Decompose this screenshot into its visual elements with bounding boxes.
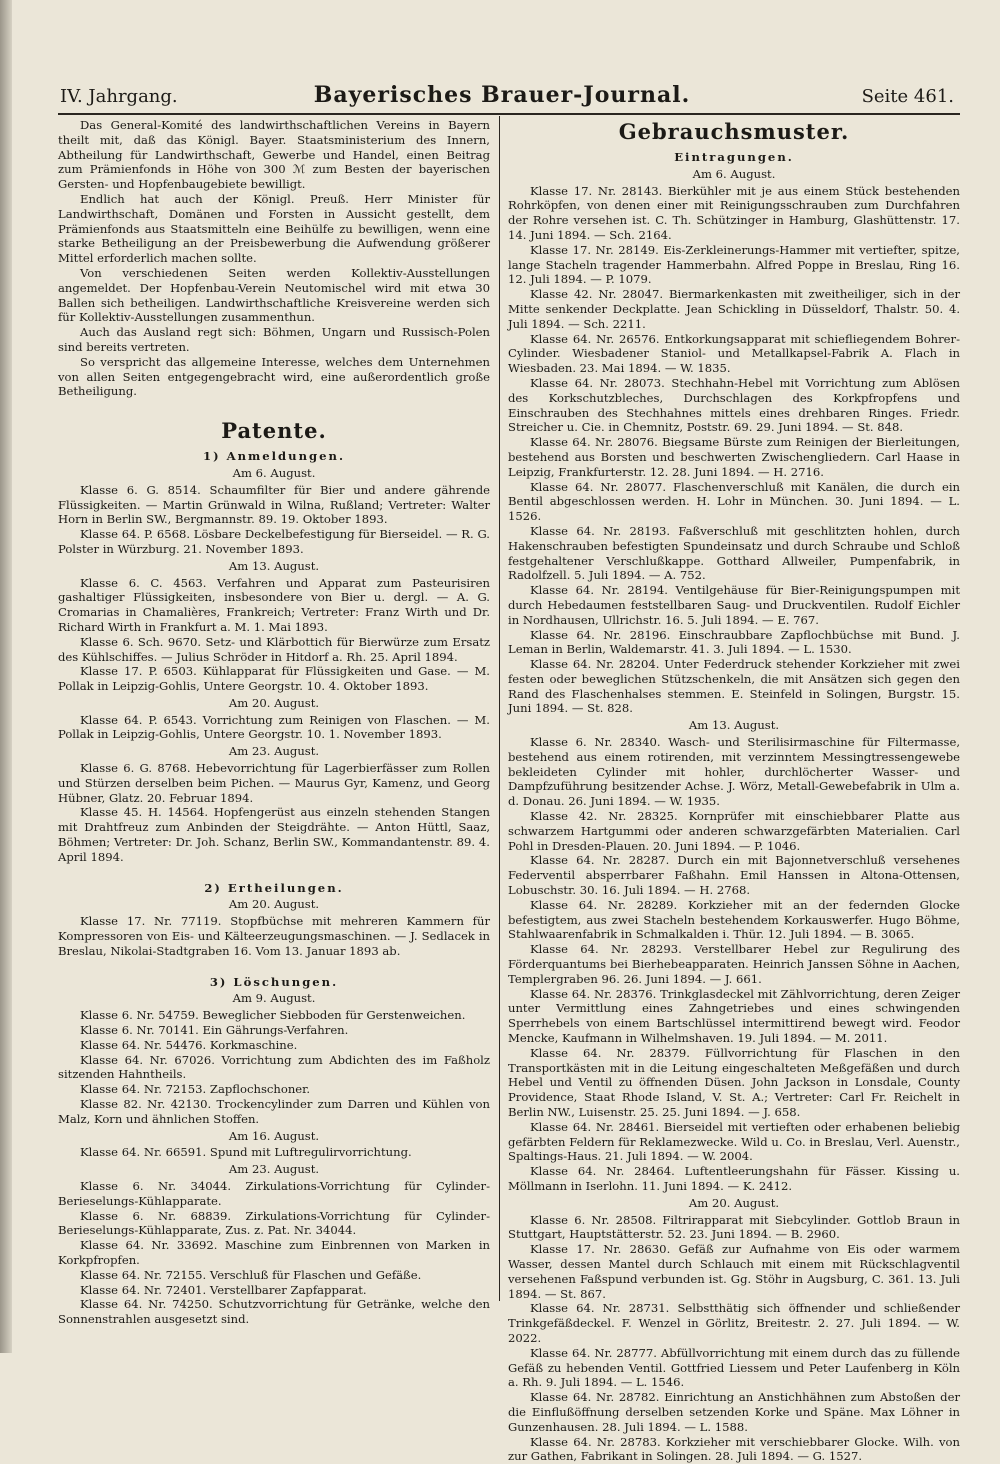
column-divider: [499, 116, 500, 1301]
list-item: Klasse 64. Nr. 28293. Verstellbarer Hebel zur Regulirung des Förderquantums bei Bierhebeapparaten. Heinrich Janssen Söhne in Aachen, Templergraben 96. 26. Juni 1894. — J. 661.: [508, 942, 960, 986]
list-item: Klasse 6. Nr. 70141. Ein Gährungs-Verfahren.: [80, 1023, 349, 1038]
date-heading: Am 6. August.: [232, 465, 316, 480]
list-item: Klasse 6. Nr. 34044. Zirkulations-Vorrichtung für Cylinder-Berieselungs-Kühlapparate.: [58, 1179, 490, 1208]
list-item: Klasse 64. Nr. 28076. Biegsame Bürste zum Reinigen der Bierleitungen, bestehend aus Borsten und beschwerten Zwischengliedern. Carl Haase in Leipzig, Frankfurterstr. 12. 28. Juni 1894. — H. 2716.: [508, 435, 960, 479]
date-heading: Am 6. August.: [692, 166, 776, 181]
list-item: Klasse 42. Nr. 28325. Kornprüfer mit einschiebbarer Platte aus schwarzem Hartgummi oder anderen schwarzgefärbten Materialien. Carl Pohl in Dresden-Plauen. 20. Juni 1894. — P. 1046.: [508, 809, 960, 853]
list-item: Klasse 17. P. 6503. Kühlapparat für Flüssigkeiten und Gase. — M. Pollak in Leipzig-Gohlis, Untere Georgstr. 10. 4. Oktober 1893.: [58, 664, 490, 694]
list-item: Klasse 64. Nr. 28464. Luftentleerungshahn für Fässer. Kissing u. Möllmann in Iserlohn. 11. Juni 1894. — K. 2412.: [508, 1164, 960, 1193]
right-column: [508, 118, 960, 1464]
list-item: Klasse 6. Nr. 54759. Beweglicher Siebboden für Gerstenweichen.: [80, 1008, 466, 1023]
list-item: Klasse 64. Nr. 28461. Bierseidel mit vertieften oder erhabenen beliebig gefärbten Feldern für Reklamezwecke. Wild u. Co. in Breslau, Verl. Auenstr., Spaltings-Haus. 21. Juli 1894. — W. 2004.: [508, 1119, 960, 1164]
list-item: Klasse 42. Nr. 28047. Biermarkenkasten mit zweitheiliger, sich in der Mitte senkender Deckplatte. Jean Schickling in Düsseldorf, Thalstr. 50. 4. Juli 1894. — Sch. 2211.: [508, 287, 960, 331]
date-heading: Am 20. August.: [688, 1195, 780, 1210]
list-item: Klasse 6. C. 4563. Verfahren und Apparat zum Pasteurisiren gashaltiger Flüssigkeiten, insbesondere von Bier u. dergl. — A. G. Cromarias in Chamalières, Frankreich; Vertreter: Franz Wirth und Dr. Richard Wirth in Frankfurt a. M. 1. Mai 1893.: [58, 575, 490, 634]
list-item: Klasse 64. Nr. 72153. Zapflochschoner.: [80, 1082, 311, 1097]
list-item: Klasse 6. Sch. 9670. Setz- und Klärbottich für Bierwürze zum Ersatz des Kühlschiffes. — Julius Schröder in Hitdorf a. Rh. 25. April 1894.: [58, 634, 490, 664]
subsection-title: 1) Anmeldungen.: [203, 449, 345, 464]
section-title-patente: Patente.: [221, 418, 327, 444]
paragraph: Endlich hat auch der Königl. Preuß. Herr Minister für Landwirthschaft, Domänen und Forsten in Aussicht gestellt, dem Prämienfonds aus Staatsmitteln eine Beihülfe zu bewilligen, wenn eine starke Betheiligung an der Preisbewerbung die Aufwendung größerer Mittel erforderlich machen sollte.: [58, 191, 490, 266]
list-item: Klasse 17. Nr. 77119. Stopfbüchse mit mehreren Kammern für Kompressoren von Eis- und Kälteerzeugungsmaschinen. — J. Sedlacek in Breslau, Nikolai-Stadtgraben 16. Vom 13. Januar 1893 ab.: [58, 914, 490, 958]
subsection-title: 3) Löschungen.: [209, 974, 339, 989]
paragraph: Das General-Komité des landwirthschaftlichen Vereins in Bayern theilt mit, daß das Königl. Bayer. Staatsministerium des Innern, Abtheilung für Landwirthschaft, Gewerbe und Handel, einen Beitrag zum Prämienfonds in Höhe von 300 ℳ zum Besten der bayerischen Gersten- und Hopfenbaugebiete bewilligt.: [58, 118, 490, 192]
list-item: Klasse 64. Nr. 72401. Verstellbarer Zapfapparat.: [80, 1282, 367, 1297]
date-heading: Am 16. August.: [228, 1128, 320, 1143]
intro-article: [58, 118, 490, 399]
list-item: Klasse 6. G. 8514. Schaumfilter für Bier und andere gährende Flüssigkeiten. — Martin Grünwald in Wilna, Rußland; Vertreter: Walter Horn in Berlin SW., Bergmannstr. 89. 19. Oktober 1893.: [58, 482, 490, 527]
list-item: Klasse 64. Nr. 26576. Entkorkungsapparat mit schiefliegendem Bohrer-Cylinder. Wiesbadener Staniol- und Metallkapsel-Fabrik A. Flach in Wiesbaden. 23. Mai 1894. — W. 1835.: [508, 331, 960, 376]
paragraph: Auch das Ausland regt sich: Böhmen, Ungarn und Russisch-Polen sind bereits vertreten.: [58, 325, 490, 354]
date-heading: Am 20. August.: [228, 695, 320, 710]
date-heading: Am 23. August.: [228, 1162, 320, 1177]
list-item: Klasse 6. Nr. 28508. Filtrirapparat mit Siebcylinder. Gottlob Braun in Stuttgart, Hauptstätterstr. 52. 23. Juni 1894. — B. 2960.: [508, 1212, 960, 1242]
list-item: Klasse 64. Nr. 28193. Faßverschluß mit geschlitzten hohlen, durch Hakenschrauben befestigten Spundeinsatz und durch Schraube und Schloß festgehaltener Verschlußkappe. Gotthard Allweiler, Pumpenfabrik, in Radolfzell. 5. Juli 1894. — A. 752.: [508, 523, 960, 583]
list-item: Klasse 45. H. 14564. Hopfengerüst aus einzeln stehenden Stangen mit Drahtfreuz zum Anbinden der Steigdrähte. — Anton Hüttl, Saaz, Böhmen; Vertreter: Dr. Joh. Schanz, Berlin SW., Kommandantenstr. 89. 4. April 1894.: [58, 805, 490, 864]
list-item: Klasse 17. Nr. 28143. Bierkühler mit je aus einem Stück bestehenden Rohrköpfen, von denen einer mit Reinigungsschrauben zum Durchfahren der Rohre versehen ist. C. Th. Schützinger in Hamburg, Glashüttenstr. 17. 14. Juni 1894. — Sch. 2164.: [508, 183, 960, 242]
list-item: Klasse 64. Nr. 28783. Korkzieher mit verschiebbarer Glocke. Wilh. von zur Gathen, Fabrikant in Solingen. 28. Juli 1894. — G. 1527.: [508, 1434, 960, 1464]
list-item: Klasse 64. Nr. 28194. Ventilgehäuse für Bier-Reinigungspumpen mit durch Hebedaumen feststellbaren Saug- und Druckventilen. Rudolf Eichler in Nordhausen, Ullrichstr. 16. 5. Juli 1894. — E. 767.: [508, 583, 960, 627]
date-heading: Am 23. August.: [228, 744, 320, 759]
date-heading: Am 13. August.: [228, 558, 320, 573]
list-item: Klasse 64. Nr. 67026. Vorrichtung zum Abdichten des im Faßholz sitzenden Hahntheils.: [58, 1052, 490, 1082]
paragraph: So verspricht das allgemeine Interesse, welches dem Unternehmen von allen Seiten entgegengebracht wird, eine außerordentlich große Betheiligung.: [58, 354, 490, 399]
date-heading: Am 20. August.: [228, 897, 320, 912]
list-item: Klasse 6. Nr. 28340. Wasch- und Sterilisirmaschine für Filtermasse, bestehend aus einem rotirenden, mit verzinntem Messingtressengewebe bekleideten Cylinder mit hohler, durchlöcherter Wasser- und Dampfzuführung besitzender Achse. J. Wörz, Metall-Gewebefabrik in Ulm a. d. Donau. 26. Juni 1894. — W. 1935.: [508, 735, 960, 809]
list-item: Klasse 64. Nr. 72155. Verschluß für Flaschen und Gefäße.: [80, 1267, 422, 1282]
list-item: Klasse 64. Nr. 28077. Flaschenverschluß mit Kanälen, die durch ein Bentil abgeschlossen werden. H. Lohr in München. 30. Juni 1894. — L. 1526.: [508, 479, 960, 524]
page-number: Seite 461.: [861, 86, 954, 107]
list-item: Klasse 64. Nr. 33692. Maschine zum Einbrennen von Marken in Korkpfropfen.: [58, 1238, 490, 1267]
list-item: Klasse 64. Nr. 28379. Füllvorrichtung für Flaschen in den Transportkästen mit in die Leitung eingeschalteten Meßgefäßen und durch Hebel und Ventil zu öffnenden Düsen. John Jackson in Lonsdale, County Providence, Staat Rhode Island, V. St. A.; Vertreter: Carl Fr. Reichelt in Berlin NW., Luisenstr. 25. 25. Juni 1894. — J. 658.: [508, 1045, 960, 1119]
volume-label: IV. Jahrgang.: [60, 86, 178, 107]
list-item: Klasse 64. Nr. 28782. Einrichtung an Anstichhähnen zum Abstoßen der die Einflußöffnung derselben setzenden Korke und Späne. Max Löhner in Gunzenhausen. 28. Juli 1894. — L. 1588.: [508, 1390, 960, 1434]
list-item: Klasse 82. Nr. 42130. Trockencylinder zum Darren und Kühlen von Malz, Korn und ähnlichen Stoffen.: [58, 1097, 490, 1126]
subsection-title: Eintragungen.: [674, 150, 794, 164]
list-item: Klasse 64. Nr. 74250. Schutzvorrichtung für Getränke, welche den Sonnenstrahlen ausgesetzt sind.: [58, 1297, 490, 1327]
list-item: Klasse 64. Nr. 28073. Stechhahn-Hebel mit Vorrichtung zum Ablösen des Korkschutzbleches, Durchschlagen des Korkpfropfens und Einschrauben des Stechhahnes mittels eines drehbaren Ringes. Friedr. Streicher u. Cie. in Chemnitz, Poststr. 69. 29. Juni 1894. — St. 848.: [508, 375, 960, 435]
list-item: Klasse 64. Nr. 28289. Korkzieher mit an der federnden Glocke befestigtem, aus zwei Stacheln bestehendem Korkauswerfer. Hugo Böhme, Stahlwaarenfabrik in Schmalkalden i. Thür. 12. Juli 1894. — B. 3065.: [508, 897, 960, 942]
list-item: Klasse 64. P. 6543. Vorrichtung zum Reinigen von Flaschen. — M. Pollak in Leipzig-Gohlis, Untere Georgstr. 10. 1. November 1893.: [58, 712, 490, 742]
section-title-gebrauchsmuster: Gebrauchsmuster.: [618, 119, 850, 144]
header-rule: [58, 113, 960, 115]
list-item: Klasse 64. Nr. 28287. Durch ein mit Bajonnetverschluß versehenes Federventil absperrbarer Faßhahn. Emil Hanssen in Altona-Ottensen, Lobuschstr. 30. 16. Juli 1894. — H. 2768.: [508, 853, 960, 898]
list-item: Klasse 17. Nr. 28149. Eis-Zerkleinerungs-Hammer mit vertiefter, spitze, lange Stacheln tragender Hammerbahn. Alfred Poppe in Breslau, Ring 16. 12. Juli 1894. — P. 1079.: [508, 242, 960, 287]
list-item: Klasse 64. Nr. 66591. Spund mit Luftregulirvorrichtung.: [80, 1145, 412, 1160]
list-item: Klasse 6. Nr. 68839. Zirkulations-Vorrichtung für Cylinder-Berieselungs-Kühlapparate, Zus. z. Pat. Nr. 34044.: [58, 1208, 490, 1238]
binding-edge: [0, 0, 12, 1353]
list-item: Klasse 64. Nr. 54476. Korkmaschine.: [80, 1037, 298, 1052]
paragraph: Von verschiedenen Seiten werden Kollektiv-Ausstellungen angemeldet. Der Hopfenbau-Verein Neutomischel wird mit etwa 30 Ballen sich betheiligen. Landwirthschaftliche Kreisvereine werden sich für Kollektiv-Ausstellungen zusammenthun.: [58, 265, 490, 325]
left-column: [58, 118, 490, 1327]
list-item: Klasse 64. Nr. 28376. Trinkglasdeckel mit Zählvorrichtung, deren Zeiger unter Vermittlung eines Zahngetriebes und eines schwingenden Sperrhebels von einem Bartschlüssel intermittirend bewegt wird. Feodor Mencke, Kaufmann in Wilhelmshaven. 19. Juli 1894. — M. 2011.: [508, 986, 960, 1046]
list-item: Klasse 64. Nr. 28777. Abfüllvorrichtung mit einem durch das zu füllende Gefäß zu hebenden Ventil. Gottfried Liessem und Peter Laufenberg in Köln a. Rh. 9. Juli 1894. — L. 1546.: [508, 1345, 960, 1390]
list-item: Klasse 64. P. 6568. Lösbare Deckelbefestigung für Bierseidel. — R. G. Polster in Würzburg. 21. November 1893.: [58, 527, 490, 556]
list-item: Klasse 64. Nr. 28196. Einschraubbare Zapflochbüchse mit Bund. J. Leman in Berlin, Waldemarstr. 41. 3. Juli 1894. — L. 1530.: [508, 627, 960, 657]
subsection-title: 2) Ertheilungen.: [204, 880, 344, 895]
date-heading: Am 13. August.: [688, 718, 780, 733]
journal-title: Bayerisches Brauer-Journal.: [313, 82, 691, 108]
list-item: Klasse 17. Nr. 28630. Gefäß zur Aufnahme von Eis oder warmem Wasser, dessen Mantel durch Schlauch mit einem mit Rückschlagventil versehenen Faßspund verbunden ist. Gg. Stöhr in Augsburg, C. 361. 13. Juli 1894. — St. 867.: [508, 1242, 960, 1301]
list-item: Klasse 64. Nr. 28731. Selbstthätig sich öffnender und schließender Trinkgefäßdeckel. F. Wenzel in Görlitz, Breitestr. 2. 27. Juli 1894. — W. 2022.: [508, 1301, 960, 1345]
page-header: [32, 80, 972, 112]
date-heading: Am 9. August.: [232, 991, 316, 1006]
list-item: Klasse 6. G. 8768. Hebevorrichtung für Lagerbierfässer zum Rollen und Stürzen derselben beim Pichen. — Maurus Gyr, Kamenz, und Georg Hübner, Glatz. 20. Februar 1894.: [58, 761, 490, 805]
list-item: Klasse 64. Nr. 28204. Unter Federdruck stehender Korkzieher mit zwei festen oder beweglichen Stützschenkeln, die mit Ansätzen sich gegen den Rand des Flaschenhalses stemmen. E. Steinfeld in Solingen, Burgstr. 15. Juni 1894. — St. 828.: [508, 657, 960, 716]
